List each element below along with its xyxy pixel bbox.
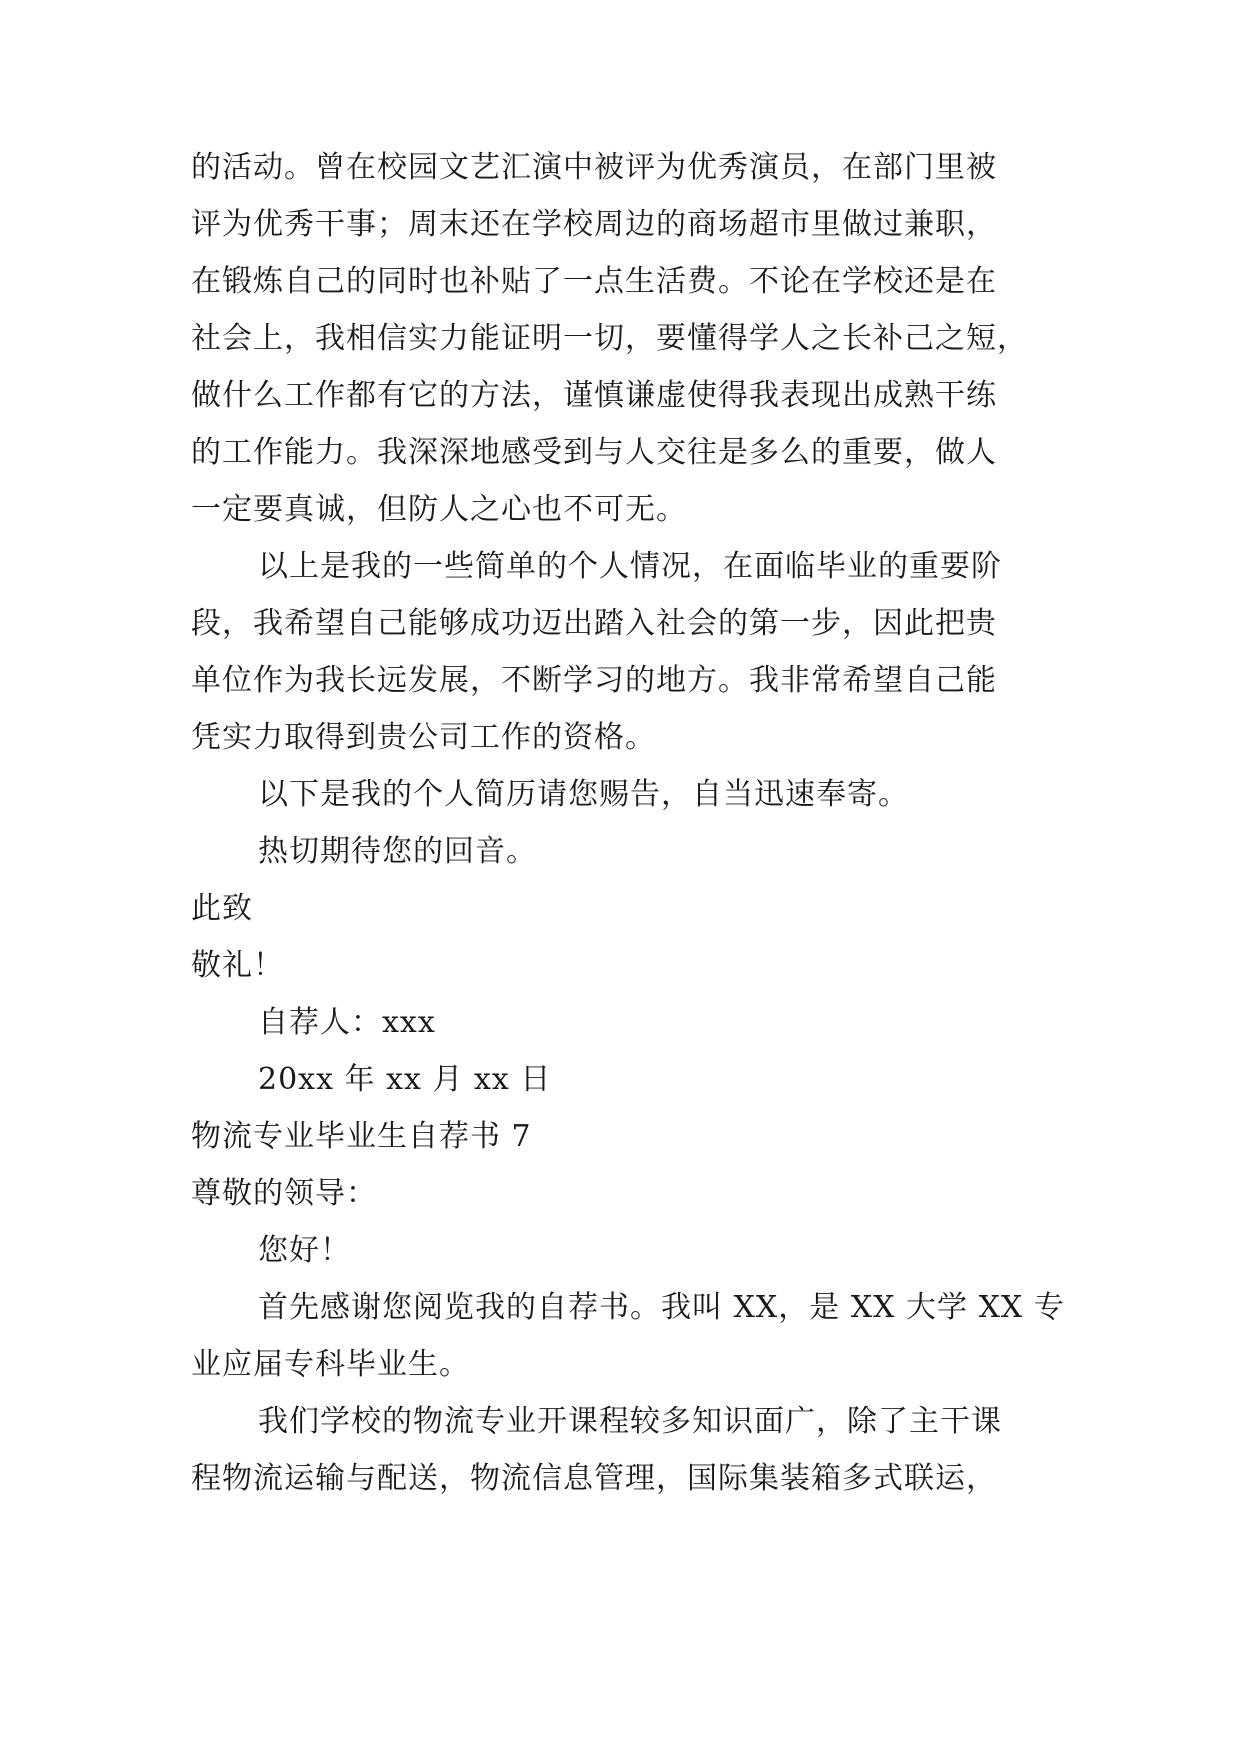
body-text-line: 的活动。曾在校园文艺汇演中被评为优秀演员，在部门里被 xyxy=(191,150,997,185)
body-text-line: 在锻炼自己的同时也补贴了一点生活费。不论在学校还是在 xyxy=(191,264,997,299)
paragraph-start-line: 我们学校的物流专业开课程较多知识面广，除了主干课 xyxy=(258,1404,1002,1439)
body-text-line: 做什么工作都有它的方法，谨慎谦虚使得我表现出成熟干练 xyxy=(191,378,997,413)
body-text-line: 段，我希望自己能够成功迈出踏入社会的第一步，因此把贵 xyxy=(191,606,997,641)
body-text-line: 的工作能力。我深深地感受到与人交往是多么的重要，做人 xyxy=(191,435,997,470)
signature-date: 20xx 年 xx 月 xx 日 xyxy=(258,1062,552,1097)
body-text-line: 程物流运输与配送，物流信息管理，国际集装箱多式联运， xyxy=(191,1461,997,1496)
letter-greeting: 尊敬的领导： xyxy=(191,1176,377,1211)
paragraph-start-line: 以上是我的一些简单的个人情况，在面临毕业的重要阶 xyxy=(258,549,1002,584)
body-text-line: 凭实力取得到贵公司工作的资格。 xyxy=(191,720,656,755)
letter-hello: 您好！ xyxy=(258,1233,351,1268)
body-text-line: 单位作为我长远发展，不断学习的地方。我非常希望自己能 xyxy=(191,663,997,698)
body-text-line: 业应届专科毕业生。 xyxy=(191,1347,470,1382)
paragraph-start-line: 热切期待您的回音。 xyxy=(258,834,537,869)
signature-author: 自荐人：xxx xyxy=(258,1005,436,1040)
section-title: 物流专业毕业生自荐书 7 xyxy=(191,1119,532,1154)
body-text-line: 社会上，我相信实力能证明一切，要懂得学人之长补己之短， xyxy=(191,321,1028,356)
paragraph-start-line: 首先感谢您阅览我的自荐书。我叫 XX，是 XX 大学 XX 专 xyxy=(258,1290,1065,1325)
closing-regards: 敬礼！ xyxy=(191,948,284,983)
body-text-line: 评为优秀干事；周末还在学校周边的商场超市里做过兼职， xyxy=(191,207,997,242)
paragraph-start-line: 以下是我的个人简历请您赐告，自当迅速奉寄。 xyxy=(258,777,909,812)
body-text-line: 一定要真诚，但防人之心也不可无。 xyxy=(191,492,687,527)
closing-salutation: 此致 xyxy=(191,891,253,926)
